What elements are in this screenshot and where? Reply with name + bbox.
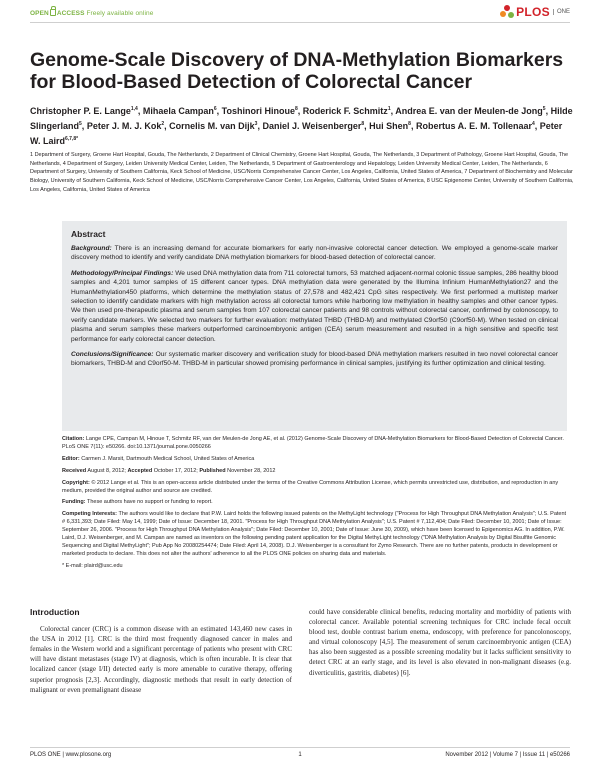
- funding: Funding: These authors have no support or funding to report.: [62, 499, 213, 506]
- one-wordmark: ONE: [553, 9, 570, 15]
- footer-rule: [30, 747, 570, 748]
- author-name: Peter J. M. J. Kok: [86, 121, 162, 131]
- intro-paragraph-continued: could have considerable clinical benefits, reducing mortality and morbidity of patients with colorectal cancer. Available potential screening techniques for CRC include fecal occult blood test, double contrast barium enema, endoscopy, with preference for pancolonoscopy, and virtual colonoscopy [4,5]. The measurement of serum carcinoembryonic antigen (CEA) has also been suggested as a possible screening modality but it lacks sufficient sensitivity to detect CRC at an early stage, and its level is also elevated in non-malignant diseases (e.g. diverticulitis, gastritis, diabetes) [6].: [309, 608, 571, 677]
- author-name: Peter W. Laird: [30, 121, 563, 146]
- plos-one-logo: [500, 5, 570, 19]
- abstract-conclusions: Conclusions/Significance: Our systematic marker discovery and verification study for blood-based DNA methylation markers resulted in two novel colorectal cancer biomarkers, THBD-M and C9orf50-M. THBD-M in particular showed promising performance in clinical samples, justifying its further optimization and clinical testing.: [71, 351, 558, 368]
- author-affiliation-marker: 1,4: [130, 106, 138, 112]
- author-affiliation-marker: 2: [161, 121, 165, 127]
- copyright: Copyright: © 2012 Lange et al. This is an open-access article distributed under the terms of the Creative Commons Attribution License, which permits unrestricted use, distribution, and reproduction in any medium, provided the original author and source are credited.: [62, 479, 559, 494]
- article-metadata: [62, 436, 567, 575]
- page-number: 1: [298, 752, 302, 758]
- intro-paragraph: Colorectal cancer (CRC) is a common disease with an estimated 143,460 new cases in the USA in 2012 [1]. CRC is the third most frequently diagnosed cancer in males and females in the Western world and a significant percentage of patients who present with CRC will have distant metastases (stage IV) at diagnosis, which is often incurable. It is clear that localized cancer (stage I/II) detected early is more amenable to curative therapy, offering superior prognosis [2,3]. Accordingly, diagnostic methods that result in early detection of malignant or even premalignant disease: [30, 625, 292, 694]
- author-affiliation-marker: 3: [254, 121, 258, 127]
- plos-wordmark: PLOS: [516, 5, 550, 19]
- author-name: Daniel J. Weisenberger: [262, 121, 362, 131]
- competing-interests: Competing Interests: The authors would like to declare that P.W. Laird holds the following issued patents on the MethyLight technology ("Process for High Throughput DNA Methylation Analysis"; U.S. Patent # 6,331,393; Date Filed: May 14, 1999; Date of Issue: December 18, 2001. "Process for High Throughput DNA Methylation Analysis"; U.S. Patent # 7,112,404; Date Filed: December 10, 2001; Date of Issue: September 26, 2006. "Process for High Throughput DNA Methylation Analysis"; Date Filed: December 10, 2001; Date of Issue: June 30, 2009), which have been licensed to Epigenomics AG. In addition, P.W. Laird, D.J. Weisenberger, and M. Campan are named as inventors on the following pending patent application for the Digital MethyLight technology ("DNA Methylation Analysis by Digital Bisulfite Genomic Sequencing and Digital MethyLight"; Pub App No 20080254474; Date Filed: April 14, 2008). D.J. Weisenberger is a consultant for Zymo Research. There are no further patents, products in development or marketed products to declare. This does not alter the authors' adherence to all the PLOS ONE policies on sharing data and materials.: [62, 511, 567, 557]
- article-title: Genome-Scale Discovery of DNA-Methylation Biomarkers for Blood-Based Detection of Colorectal Cancer: [30, 49, 564, 93]
- freely-available-label: Freely available online: [86, 10, 154, 17]
- header-rule: [30, 22, 570, 23]
- author-affiliation-marker: 5: [79, 121, 82, 127]
- open-lock-icon: [50, 9, 56, 16]
- author-name: Toshinori Hinoue: [221, 106, 295, 116]
- intro-right-column: [309, 607, 571, 678]
- author-name: Robertus A. E. M. Tollenaar: [415, 121, 532, 131]
- page-footer: [30, 752, 570, 758]
- author-affiliation-marker: 6: [213, 106, 217, 112]
- author-name: Hui Shen: [369, 121, 409, 131]
- author-name: Andrea E. van der Meulen-de Jong: [395, 106, 543, 116]
- corresponding-email: * E-mail: plaird@usc.edu: [62, 562, 123, 569]
- abstract-background: Background: There is an increasing demand for accurate biomarkers for early non-invasive colorectal cancer detection. We employed a genome-scale marker discovery method to identify and verify candidate DNA methylation biomarkers for blood-based detection of colorectal cancer.: [71, 245, 558, 262]
- author-name: Christopher P. E. Lange: [30, 106, 131, 116]
- author-affiliation-marker: 5: [542, 106, 546, 112]
- abstract-heading: Abstract: [71, 229, 106, 239]
- intro-heading: Introduction: [30, 607, 80, 617]
- author-name: Roderick F. Schmitz: [302, 106, 388, 116]
- author-affiliation-marker: 1: [387, 106, 391, 112]
- affiliations: 1 Department of Surgery, Groene Hart Hospital, Gouda, The Netherlands, 2 Department of Clinical Chemistry, Groene Hart Hospital, Gouda, The Netherlands, 3 Department of Pathology, Groene Hart Hospital, Gouda, The Netherlands, 4 Department of Surgery, Leiden University Medical Center, Leiden, The Netherlands, 5 Department of Gastroenterology and Hepatology, Leiden University Medical Center, Leiden, The Netherlands, 6 Department of Surgery, University of Southern California, Keck School of Medicine, USC/Norris Comprehensive Cancer Center, Los Angeles, California, United States of America, 7 Department of Biochemistry and Molecular Biology, University of Southern California, Keck School of Medicine, USC/Norris Comprehensive Cancer Center, Los Angeles, California, United States of America, 8 USC Epigenome Center, University of Southern California, Los Angeles, California, United States of America: [30, 152, 574, 193]
- dates: Received August 8, 2012; Accepted October 17, 2012; Published November 28, 2012: [62, 467, 276, 474]
- author-affiliation-marker: 4: [531, 121, 535, 127]
- author-affiliation-marker: 8: [294, 106, 298, 112]
- open-access-badge: OPEN ACCESS Freely available online: [30, 10, 154, 17]
- author-name: Cornelis M. van Dijk: [169, 121, 255, 131]
- author-affiliation-marker: 8: [408, 121, 411, 127]
- author-affiliation-marker: 8: [361, 121, 365, 127]
- author-list: Christopher P. E. Lange$^{1,4}$, Mihaela Campan$^6$, Toshinori Hinoue$^8$, Roderick F. Schmitz$^1$, Andrea E. van der Meulen-de Jong$^5$, Hilde Slingerland$^5$, Peter J. M. J. Kok$^2$, Cornelis M. van Dijk$^3$, Daniel J. Weisenberger$^8$, Hui Shen$^8$, Robertus A. E. M. Tollenaar$^4$, Peter W. Laird$^{6,7,8*}$: [30, 106, 573, 146]
- author-affiliation-marker: 6,7,8*: [65, 136, 79, 142]
- footer-issue: November 2012 | Volume 7 | Issue 11 | e50266: [445, 752, 570, 758]
- editor: Editor: Carmen J. Marsit, Dartmouth Medical School, United States of America: [62, 455, 255, 462]
- plos-logo-icon: [500, 5, 514, 19]
- abstract-methods: Methodology/Principal Findings: We used DNA methylation data from 711 colorectal tumors, 53 matched adjacent-normal colonic tissue samples, 286 healthy blood samples and 4,201 tumor samples of 15 different cancer types. DNA methylation data were generated by the Illumina Infinium HumanMethylation27 and the HumanMethylation450 platforms, which determine the methylation status of 27,578 and 482,421 CpG sites respectively. We first performed a multistep marker selection to identify candidate markers with high methylation across all colorectal tumors while harboring low methylation in healthy samples and other cancer types. We then used pre-therapeutic plasma and serum samples from 107 colorectal cancer patients and 98 controls without colorectal cancer, confirmed by colonoscopy, to verify candidate markers. We selected two markers for further evaluation: methylated THBD (THBD-M) and methylated C9orf50 (C9orf50-M). When tested on clinical plasma and serum samples these markers outperformed carcinoembryonic antigen (CEA) serum measurement and resulted in a high sensitive and specific test performance for early colorectal cancer detection.: [71, 269, 558, 343]
- footer-journal: PLOS ONE | www.plosone.org: [30, 752, 112, 758]
- intro-left-column: [30, 607, 292, 695]
- author-name: Mihaela Campan: [142, 106, 214, 116]
- author-name: Hilde Slingerland: [30, 106, 573, 131]
- abstract-box: [62, 221, 567, 431]
- citation: Citation: Lange CPE, Campan M, Hinoue T, Schmitz RF, van der Meulen-de Jong AE, et al. (2012) Genome-Scale Discovery of DNA-Methylation Biomarkers for Blood-Based Detection of Colorectal Cancer. PLoS ONE 7(11): e50266. doi:10.1371/journal.pone.0050266: [62, 436, 564, 450]
